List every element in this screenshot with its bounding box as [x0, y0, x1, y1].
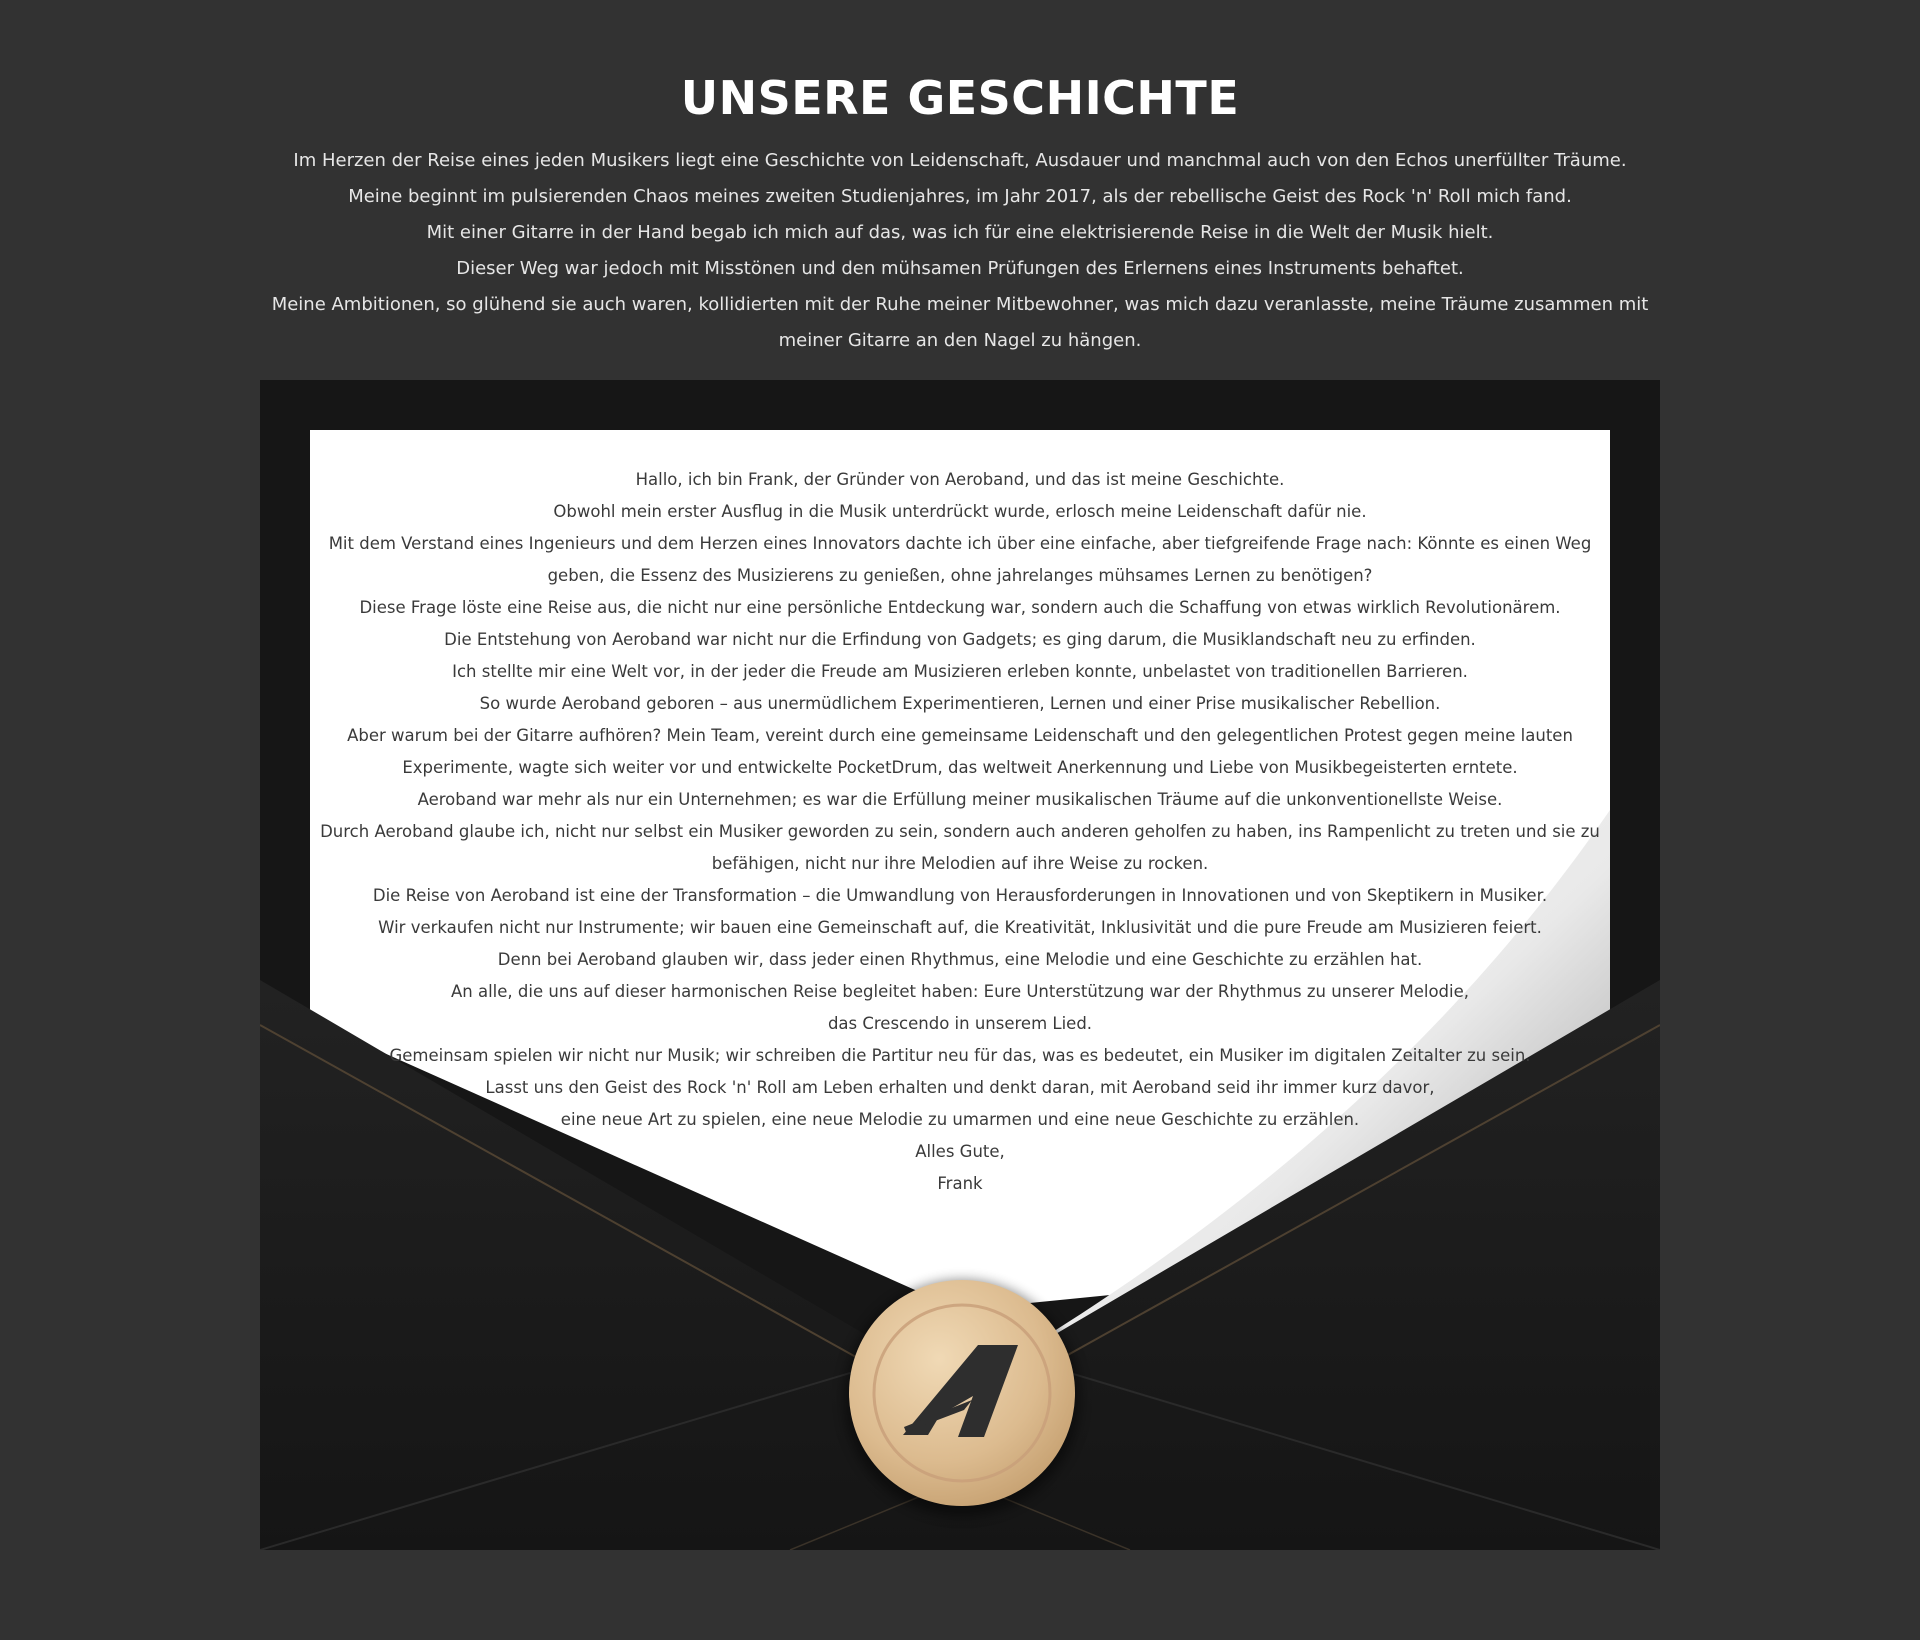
- letter-line: eine neue Art zu spielen, eine neue Melodie zu umarmen und eine neue Geschichte zu erzählen.: [560, 1110, 1360, 1129]
- letter-line: das Crescendo in unserem Lied.: [827, 1014, 1093, 1033]
- letter-closing: Alles Gute,: [915, 1142, 1005, 1161]
- letter-line: Lasst uns den Geist des Rock 'n' Roll am Leben erhalten und denkt daran, mit Aeroband seid ihr immer kurz davor,: [485, 1078, 1435, 1097]
- letter-line: Ich stellte mir eine Welt vor, in der jeder die Freude am Musizieren erleben konnte, unbelastet von traditionellen Barrieren.: [452, 662, 1468, 681]
- wax-seal: [844, 1280, 1080, 1516]
- letter-line: An alle, die uns auf dieser harmonischen Reise begleitet haben: Eure Unterstützung war der Rhythmus zu unserer Melodie,: [451, 982, 1469, 1001]
- intro-paragraph: Dieser Weg war jedoch mit Misstönen und den mühsamen Prüfungen des Erlernens eines Instruments behaftet.: [456, 258, 1464, 279]
- intro-paragraph: Im Herzen der Reise eines jeden Musikers liegt eine Geschichte von Leidenschaft, Ausdauer und manchmal auch von den Echos unerfüllter Träume.: [293, 150, 1627, 171]
- page-title: UNSERE GESCHICHTE: [680, 71, 1240, 125]
- letter-line: Aber warum bei der Gitarre aufhören? Mein Team, vereint durch eine gemeinsame Leidenschaft und den gelegentlichen Protest gegen meine lauten Experimente, wagte sich weiter vor und entwickelte PocketDrum, das weltweit Anerkennung und Liebe von Musikbegeisterten erntete.: [347, 726, 1573, 777]
- letter-line: Hallo, ich bin Frank, der Gründer von Aeroband, und das ist meine Geschichte.: [635, 470, 1285, 489]
- letter-line: Aeroband war mehr als nur ein Unternehmen; es war die Erfüllung meiner musikalischen Träume auf die unkonventionellste Weise.: [417, 790, 1503, 809]
- letter-line: Denn bei Aeroband glauben wir, dass jeder einen Rhythmus, eine Melodie und eine Geschichte zu erzählen hat.: [497, 950, 1423, 969]
- letter-line: Obwohl mein erster Ausflug in die Musik unterdrückt wurde, erlosch meine Leidenschaft dafür nie.: [553, 502, 1367, 521]
- intro-paragraph: Meine beginnt im pulsierenden Chaos meines zweiten Studienjahres, im Jahr 2017, als der rebellische Geist des Rock 'n' Roll mich fand.: [348, 186, 1572, 207]
- letter-line: So wurde Aeroband geboren – aus unermüdlichem Experimentieren, Lernen und einer Prise musikalischer Rebellion.: [479, 694, 1441, 713]
- letter-line: Diese Frage löste eine Reise aus, die nicht nur eine persönliche Entdeckung war, sondern auch die Schaffung von etwas wirklich Revolutionärem.: [359, 598, 1561, 617]
- letter-line: Durch Aeroband glaube ich, nicht nur selbst ein Musiker geworden zu sein, sondern auch anderen geholfen zu haben, ins Rampenlicht zu treten und sie zu befähigen, nicht nur ihre Melodien auf ihre Weise zu rocken.: [320, 822, 1600, 873]
- letter-line: Mit dem Verstand eines Ingenieurs und dem Herzen eines Innovators dachte ich über eine einfache, aber tiefgreifende Frage nach: Könnte es einen Weg geben, die Essenz des Musizierens zu genießen, ohne jahrelanges mühsames Lernen zu benötigen?: [328, 534, 1592, 585]
- letter-line: Gemeinsam spielen wir nicht nur Musik; wir schreiben die Partitur neu für das, was es bedeutet, ein Musiker im digitalen Zeitalter zu sein.: [389, 1046, 1531, 1065]
- intro-paragraph: Mit einer Gitarre in der Hand begab ich mich auf das, was ich für eine elektrisierende Reise in die Welt der Musik hielt.: [426, 222, 1494, 243]
- intro-paragraph: Meine Ambitionen, so glühend sie auch waren, kollidierten mit der Ruhe meiner Mitbewohner, was mich dazu veranlasste, meine Träume zusammen mit meiner Gitarre an den Nagel zu hängen.: [271, 294, 1649, 351]
- envelope-illustration: [260, 380, 1660, 1550]
- letter-line: Wir verkaufen nicht nur Instrumente; wir bauen eine Gemeinschaft auf, die Kreativität, Inklusivität und die pure Freude am Musizieren feiert.: [378, 918, 1542, 937]
- story-intro: [260, 143, 1660, 359]
- letter-line: Die Reise von Aeroband ist eine der Transformation – die Umwandlung von Herausforderungen in Innovationen und von Skeptikern in Musiker.: [372, 886, 1548, 905]
- letter-line: Die Entstehung von Aeroband war nicht nur die Erfindung von Gadgets; es ging darum, die Musiklandschaft neu zu erfinden.: [444, 630, 1476, 649]
- letter-signature: Frank: [937, 1174, 983, 1193]
- letter-body: [320, 464, 1600, 1200]
